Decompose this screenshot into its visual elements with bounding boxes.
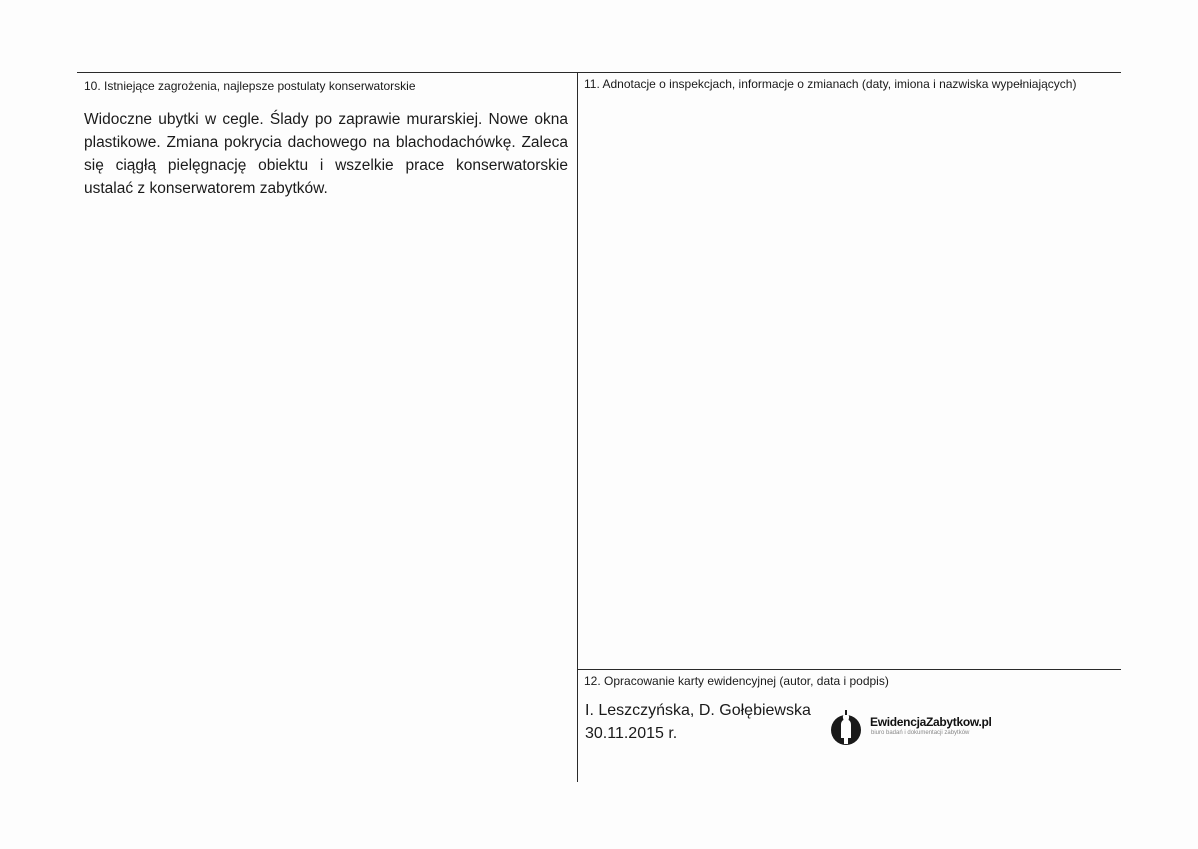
section11-label: 11. Adnotacje o inspekcjach, informacje o zmianach (daty, imiona i nazwiska wypełniających) [584,77,1077,91]
logo-tagline: biuro badań i dokumentacji zabytków [871,730,970,736]
logo-name: EwidencjaZabytkow.pl [870,715,992,729]
section12-authors: I. Leszczyńska, D. Gołębiewska [585,702,811,719]
section12-label: 12. Opracowanie karty ewidencyjnej (autor, data i podpis) [584,674,889,688]
top-rule [77,72,1121,73]
column-divider [577,72,578,782]
company-logo [830,708,1000,748]
monument-icon [830,708,866,748]
section10-label: 10. Istniejące zagrożenia, najlepsze postulaty konserwatorskie [84,79,416,93]
section12-rule [577,669,1121,670]
section12-date: 30.11.2015 r. [585,725,678,742]
section10-body: Widoczne ubytki w cegle. Ślady po zaprawie murarskiej. Nowe okna plastikowe. Zmiana pokrycia dachowego na blachodachówkę. Zaleca się ciągłą pielęgnację obiektu i wszelkie prace konserwatorskie ustalać z konserwatorem zabytków. [84,111,568,197]
